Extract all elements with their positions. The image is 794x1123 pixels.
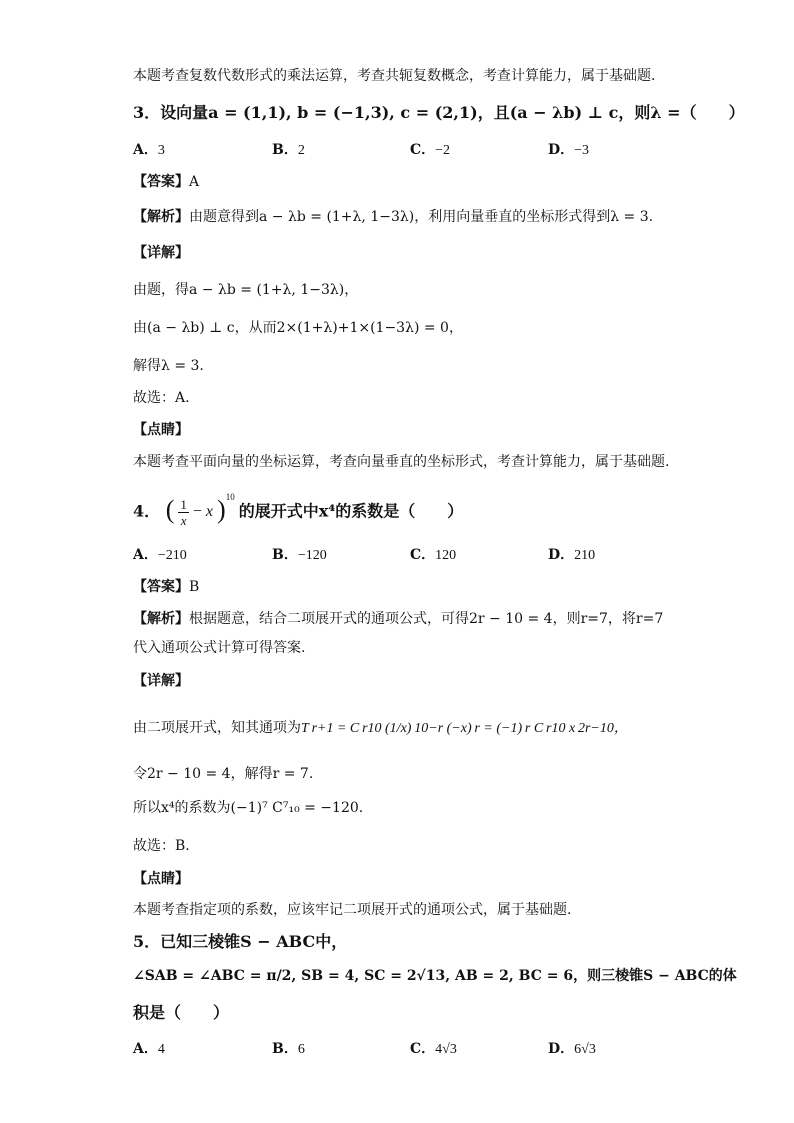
q4-option-a: A．−210 (133, 547, 187, 563)
q3-detail-line-3: 解得λ = 3. (133, 358, 204, 374)
q4-option-d: D．210 (548, 547, 596, 563)
q4-option-c: C．120 (410, 547, 457, 563)
q3-choose: 故选：A. (133, 390, 190, 406)
q4-detail-line-3: 所以x⁴的系数为(−1)⁷ C⁷₁₀ = −120. (133, 800, 364, 816)
q4-option-b: B．−120 (272, 547, 327, 563)
q3-detail-line-1: 由题，得a − λb = (1+λ, 1−3λ)， (133, 282, 359, 298)
q5-stem-line-1: 5．已知三棱锥S − ABC中， (133, 932, 348, 951)
q3-option-b: B．2 (272, 142, 305, 158)
q5-stem-line-2: ∠SAB = ∠ABC = π/2, SB = 4, SC = 2√13, AB = 2, BC = 6，则三棱锥S − ABC的体 (133, 968, 737, 984)
q5-stem-line-3: 积是（ ） (133, 1003, 230, 1022)
q4-stem: 4． ( $\frac{1}{x}$ − x )$^{10}$ 的展开式中x⁴的系数是（ ） (133, 492, 464, 529)
q3-detail-heading: 【详解】 (133, 245, 189, 261)
q5-option-a: A．4 (133, 1041, 165, 1057)
q3-point-heading: 【点睛】 (133, 422, 189, 438)
q4-point-text: 本题考查指定项的系数，应该牢记二项展开式的通项公式，属于基础题. (133, 902, 572, 918)
q2-point-text: 本题考查复数代数形式的乘法运算，考查共轭复数概念，考查计算能力，属于基础题. (133, 68, 656, 84)
q4-expression: ( $\frac{1}{x}$ − x )$^{10}$ (165, 492, 235, 529)
q3-option-d: D．−3 (548, 142, 590, 158)
q3-stem: 3．设向量a = (1,1), b = (−1,3), c = (2,1)，且(a − λb) ⊥ c，则λ =（ ） (133, 103, 745, 122)
q3-analysis: 【解析】由题意得到a − λb = (1+λ, 1−3λ)，利用向量垂直的坐标形式得到λ = 3. (133, 209, 654, 225)
q4-choose: 故选：B. (133, 838, 190, 854)
q3-answer: 【答案】A (133, 174, 200, 190)
q5-option-c: C．4√3 (410, 1041, 457, 1057)
q4-analysis-line-2: 代入通项公式计算可得答案. (133, 640, 306, 656)
q4-detail-heading: 【详解】 (133, 673, 189, 689)
q5-option-b: B．6 (272, 1041, 305, 1057)
q3-option-a: A．3 (133, 142, 165, 158)
q4-answer: 【答案】B (133, 579, 200, 595)
q4-detail-line-1: 由二项展开式，知其通项为T r+1 = C r10 (1/x) 10−r (−x) r = (−1) r C r10 x 2r−10， (133, 720, 628, 736)
q4-analysis-line-1: 【解析】根据题意，结合二项展开式的通项公式，可得2r − 10 = 4，则r=7，将r=7 (133, 611, 664, 627)
q3-point-text: 本题考查平面向量的坐标运算，考查向量垂直的坐标形式，考查计算能力，属于基础题. (133, 454, 670, 470)
q5-option-d: D．6√3 (548, 1041, 596, 1057)
q4-detail-line-2: 令2r − 10 = 4，解得r = 7. (133, 766, 314, 782)
q4-point-heading: 【点睛】 (133, 871, 189, 887)
q3-option-c: C．−2 (410, 142, 451, 158)
q3-detail-line-2: 由(a − λb) ⊥ c，从而2×(1+λ)+1×(1−3λ) = 0， (133, 320, 463, 336)
